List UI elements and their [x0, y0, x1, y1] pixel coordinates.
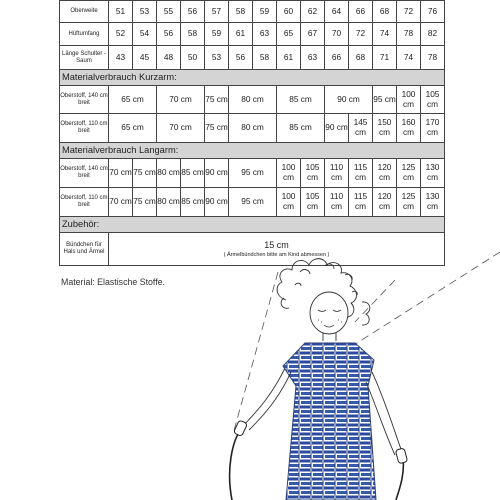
left-arm	[249, 372, 291, 430]
measure-cell: 74	[397, 46, 421, 70]
section-title: Zubehör:	[60, 217, 445, 233]
material-cell: 75 cm	[205, 114, 229, 143]
jump-rope	[230, 428, 242, 500]
material-note: Material: Elastische Stoffe.	[61, 277, 165, 287]
material-cell: 75 cm	[133, 188, 157, 217]
material-cell: 150 cm	[373, 114, 397, 143]
measure-cell: 64	[325, 1, 349, 23]
material-cell: 70 cm	[157, 114, 205, 143]
measure-cell: 74	[373, 23, 397, 46]
measure-cell: 76	[421, 1, 445, 23]
measure-cell: 63	[301, 46, 325, 70]
row-label: Oberweite	[60, 1, 109, 23]
material-cell: 85 cm	[277, 86, 325, 114]
measure-cell: 52	[109, 23, 133, 46]
measure-cell: 48	[157, 46, 181, 70]
measure-cell: 56	[157, 23, 181, 46]
material-cell: 95 cm	[229, 159, 277, 188]
measure-cell: 53	[133, 1, 157, 23]
right-arm	[372, 372, 402, 452]
measure-cell: 58	[229, 1, 253, 23]
material-cell: 70 cm	[109, 159, 133, 188]
zubehoer-value: 15 cm	[264, 240, 289, 251]
measure-cell: 56	[229, 46, 253, 70]
patterned-dress	[283, 343, 376, 500]
row-label: Oberstoff, 140 cm breit	[60, 86, 109, 114]
material-cell: 105 cm	[301, 188, 325, 217]
material-cell: 120 cm	[373, 159, 397, 188]
material-cell: 90 cm	[205, 159, 229, 188]
section-title: Materialverbrauch Langarm:	[60, 143, 445, 159]
left-arm	[244, 368, 285, 425]
material-cell: 95 cm	[229, 188, 277, 217]
material-cell: 100 cm	[397, 86, 421, 114]
material-cell: 95 cm	[373, 86, 397, 114]
measure-cell: 65	[277, 23, 301, 46]
measure-cell: 53	[205, 46, 229, 70]
motion-line	[233, 272, 278, 434]
material-cell: 70 cm	[109, 188, 133, 217]
material-cell: 125 cm	[397, 159, 421, 188]
measure-cell: 78	[397, 23, 421, 46]
measure-cell: 58	[253, 46, 277, 70]
jump-rope	[396, 458, 403, 500]
material-cell: 75 cm	[133, 159, 157, 188]
material-cell: 100 cm	[277, 188, 301, 217]
material-cell: 130 cm	[421, 188, 445, 217]
measure-cell: 59	[253, 1, 277, 23]
material-cell: 100 cm	[277, 159, 301, 188]
material-cell: 115 cm	[349, 188, 373, 217]
rope-handle	[395, 448, 407, 464]
measure-cell: 56	[181, 1, 205, 23]
material-cell: 90 cm	[325, 114, 349, 143]
material-cell: 75 cm	[205, 86, 229, 114]
row-label: Hüftumfang	[60, 23, 109, 46]
material-cell: 85 cm	[277, 114, 325, 143]
row-label: Oberstoff, 110 cm breit	[60, 114, 109, 143]
measure-cell: 60	[277, 1, 301, 23]
material-cell: 120 cm	[373, 188, 397, 217]
measure-cell: 66	[349, 1, 373, 23]
measure-cell: 66	[325, 46, 349, 70]
material-cell: 65 cm	[109, 114, 157, 143]
material-cell: 90 cm	[205, 188, 229, 217]
motion-line	[355, 280, 395, 322]
section-title: Materialverbrauch Kurzarm:	[60, 70, 445, 86]
row-label: Oberstoff, 140 cm breit	[60, 159, 109, 188]
material-cell: 105 cm	[301, 159, 325, 188]
material-cell: 80 cm	[229, 86, 277, 114]
measure-cell: 51	[109, 1, 133, 23]
material-cell: 80 cm	[157, 159, 181, 188]
measure-cell: 68	[349, 46, 373, 70]
material-cell: 85 cm	[181, 159, 205, 188]
zubehoer-note: ( Ärmelbündchen bitte am Kind abmessen )	[223, 251, 330, 258]
measure-cell: 61	[229, 23, 253, 46]
measure-cell: 67	[301, 23, 325, 46]
row-label: Oberstoff, 110 cm breit	[60, 188, 109, 217]
measure-cell: 61	[277, 46, 301, 70]
material-cell: 105 cm	[421, 86, 445, 114]
measure-cell: 45	[133, 46, 157, 70]
measure-cell: 72	[397, 1, 421, 23]
row-label: Länge Schulter - Saum	[60, 46, 109, 70]
motion-line	[335, 252, 500, 357]
material-cell: 85 cm	[181, 188, 205, 217]
measure-cell: 72	[349, 23, 373, 46]
measure-cell: 50	[181, 46, 205, 70]
rope-handle	[233, 420, 247, 436]
material-cell: 130 cm	[421, 159, 445, 188]
material-cell: 110 cm	[325, 159, 349, 188]
measure-cell: 78	[421, 46, 445, 70]
measure-cell: 59	[205, 23, 229, 46]
material-cell: 70 cm	[157, 86, 205, 114]
material-cell: 115 cm	[349, 159, 373, 188]
material-cell: 160 cm	[397, 114, 421, 143]
material-cell: 170 cm	[421, 114, 445, 143]
measure-cell: 54	[133, 23, 157, 46]
measure-cell: 58	[181, 23, 205, 46]
measure-cell: 43	[109, 46, 133, 70]
material-cell: 125 cm	[397, 188, 421, 217]
measure-cell: 82	[421, 23, 445, 46]
material-cell: 110 cm	[325, 188, 349, 217]
measure-cell: 68	[373, 1, 397, 23]
material-cell: 65 cm	[109, 86, 157, 114]
face	[310, 292, 348, 334]
material-cell: 145 cm	[349, 114, 373, 143]
measure-cell: 55	[157, 1, 181, 23]
measure-cell: 57	[205, 1, 229, 23]
material-cell: 90 cm	[325, 86, 373, 114]
measure-cell: 70	[325, 23, 349, 46]
material-cell: 80 cm	[157, 188, 181, 217]
row-label: Bündchen für Hals und Ärmel	[60, 233, 109, 266]
measure-cell: 62	[301, 1, 325, 23]
measure-cell: 63	[253, 23, 277, 46]
measure-cell: 71	[373, 46, 397, 70]
material-cell: 80 cm	[229, 114, 277, 143]
